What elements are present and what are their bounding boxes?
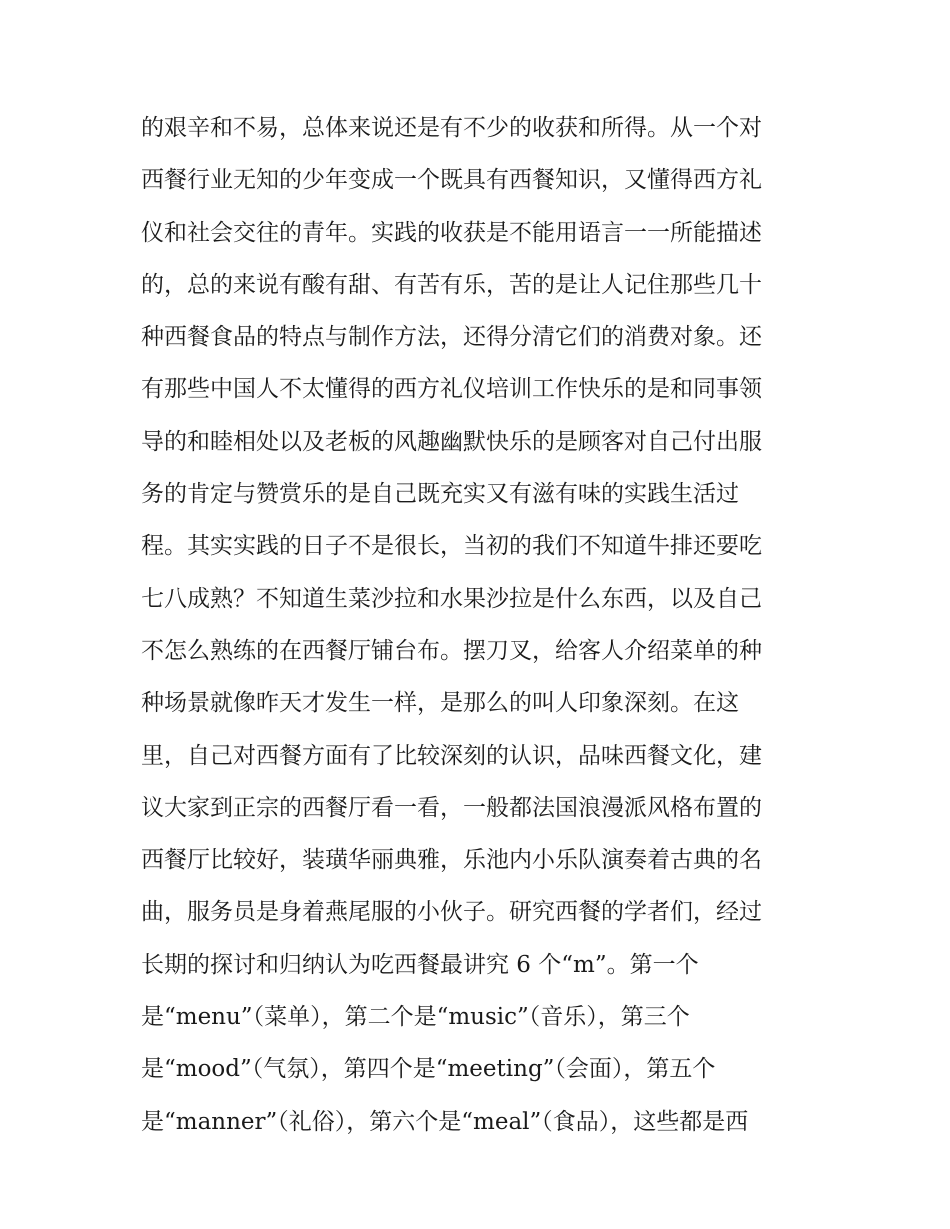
text-line: 有那些中国人不太懂得的西方礼仪培训工作快乐的是和同事领 (141, 376, 762, 403)
text-line: 里，自己对西餐方面有了比较深刻的认识，品味西餐文化，建 (141, 742, 762, 769)
text-line: 导的和睦相处以及老板的风趣幽默快乐的是顾客对自己付出服 (141, 428, 762, 455)
text-line: 长期的探讨和归纳认为吃西餐最讲究 6 个“m”。第一个 (141, 951, 699, 978)
text-line: 种场景就像昨天才发生一样，是那么的叫人印象深刻。在这 (141, 690, 739, 717)
text-line: 七八成熟？不知道生菜沙拉和水果沙拉是什么东西，以及自己 (141, 585, 762, 612)
text-line: 曲，服务员是身着燕尾服的小伙子。研究西餐的学者们，经过 (141, 899, 762, 926)
text-line: 种西餐食品的特点与制作方法，还得分清它们的消费对象。还 (141, 324, 762, 351)
text-line: 西餐厅比较好，装璜华丽典雅，乐池内小乐队演奏着古典的名 (141, 847, 762, 874)
text-line: 仪和社会交往的青年。实践的收获是不能用语言一一所能描述 (141, 219, 762, 246)
text-line: 务的肯定与赞赏乐的是自己既充实又有滋有味的实践生活过 (141, 481, 739, 508)
text-line: 的，总的来说有酸有甜、有苦有乐，苦的是让人记住那些几十 (141, 271, 762, 298)
text-line: 不怎么熟练的在西餐厅铺台布。摆刀叉，给客人介绍菜单的种 (141, 637, 762, 664)
text-line: 是“menu”（菜单），第二个是“music”（音乐），第三个 (141, 1004, 690, 1031)
text-line: 程。其实实践的日子不是很长，当初的我们不知道牛排还要吃 (141, 533, 762, 560)
text-line: 西餐行业无知的少年变成一个既具有西餐知识，又懂得西方礼 (141, 167, 762, 194)
text-line: 是“mood”（气氛），第四个是“meeting”（会面），第五个 (141, 1056, 716, 1083)
text-line: 议大家到正宗的西餐厅看一看，一般都法国浪漫派风格布置的 (141, 794, 762, 821)
body-text (141, 102, 821, 1148)
text-line: 的艰辛和不易，总体来说还是有不少的收获和所得。从一个对 (141, 115, 762, 141)
text-line: 是“manner”（礼俗），第六个是“meal”（食品），这些都是西 (141, 1108, 749, 1135)
